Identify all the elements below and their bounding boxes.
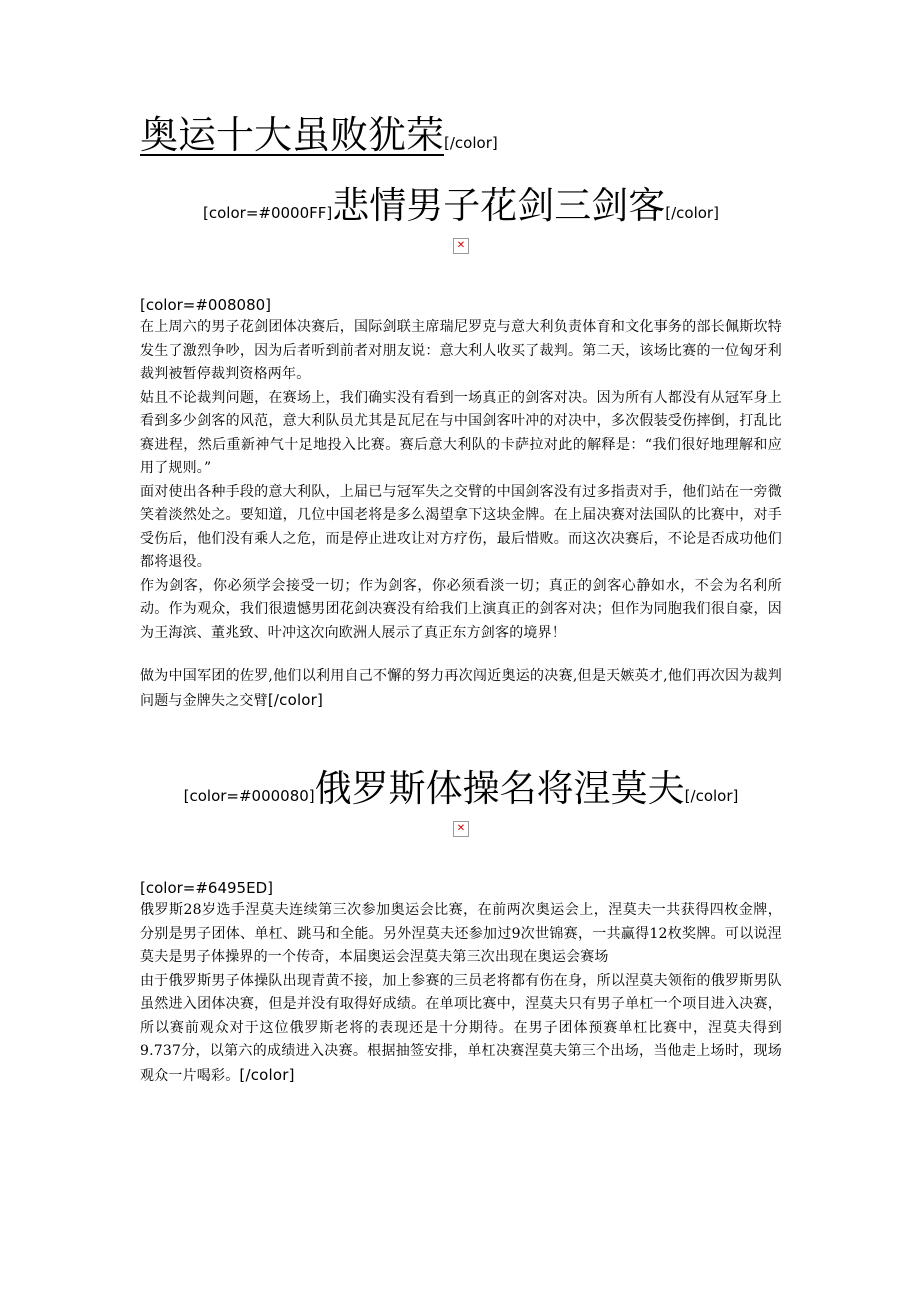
broken-image-icon [453,238,469,254]
section1-body-open-tag: [color=#008080] [140,296,272,314]
section1-paragraph: 姑且不论裁判问题，在赛场上，我们确实没有看到一场真正的剑客对决。因为所有人都没有从冠军身上看到多少剑客的风范，意大利队员尤其是瓦尼在与中国剑客叶冲的对决中，多次假装受伤摔倒，打乱比赛进程，然后重新神气十足地投入比赛。赛后意大利队的卡萨拉对此的解释是：“我们很好地理解和应用了规则。” [140,389,782,476]
section1-closing-text: 做为中国军团的佐罗,他们以利用自己不懈的努力再次闯近奥运的决赛,但是天嫉英才,他们再次因为裁判问题与金牌失之交臂 [140,668,782,709]
section1-heading [140,180,782,232]
section1-title: 悲情男子花剑三剑客 [332,184,666,227]
section1-closing-paragraph [140,665,782,713]
section2-closing-paragraph [140,970,782,1089]
document-title-close-tag: [/color] [444,134,498,152]
document-title: 奥运十大虽败犹荣 [140,113,445,157]
section1-open-tag: [color=#0000FF] [203,204,333,222]
section1-close-tag: [/color] [665,204,719,222]
section1-body-close-tag: [/color] [267,690,324,709]
section2-body-close-tag: [/color] [239,1065,295,1084]
document-title-line [140,108,782,162]
document [140,108,782,1088]
section1-paragraph: 面对使出各种手段的意大利队，上届已与冠军失之交臂的中国剑客没有过多指责对手，他们站在一旁微笑着淡然处之。要知道，几位中国老将是多么渴望拿下这块金牌。在上届决赛对法国队的比赛中，对手受伤后，他们没有乘人之危，而是停止进攻让对方疗伤，最后惜败。而这次决赛后，不论是否成功他们都将退役。 [140,483,782,570]
section2-open-tag: [color=#000080] [183,787,315,805]
section2-body-open-tag: [color=#6495ED] [140,879,273,897]
section2-title: 俄罗斯体操名将涅莫夫 [314,767,685,810]
section2-paragraph: 俄罗斯28岁选手涅莫夫连续第三次参加奥运会比赛，在前两次奥运会上，涅莫夫一共获得四枚金牌，分别是男子团体、单杠、跳马和全能。另外涅莫夫还参加过9次世锦赛，一共赢得12枚奖牌。可以说涅莫夫是男子体操界的一个传奇，本届奥运会涅莫夫第三次出现在奥运会赛场 [140,902,782,965]
broken-image-icon [453,821,469,837]
section1-paragraph: 作为剑客，你必须学会接受一切；作为剑客，你必须看淡一切；真正的剑客心静如水，不会为名利所动。作为观众，我们很遗憾男团花剑决赛没有给我们上演真正的剑客对决；但作为同胞我们很自豪，因为王海滨、董兆致、叶冲这次向欧洲人展示了真正东方剑客的境界！ [140,577,782,641]
section2-heading [140,763,782,815]
section2-close-tag: [/color] [684,787,739,805]
section1-paragraph: 在上周六的男子花剑团体决赛后，国际剑联主席瑞尼罗克与意大利负责体育和文化事务的部长佩斯坎特发生了激烈争吵，因为后者听到前者对朋友说：意大利人收买了裁判。第二天，该场比赛的一位匈牙利裁判被暂停裁判资格两年。 [140,319,782,382]
section2-closing-text: 由于俄罗斯男子体操队出现青黄不接，加上参赛的三员老将都有伤在身，所以涅莫夫领衔的俄罗斯男队虽然进入团体决赛，但是并没有取得好成绩。在单项比赛中，涅莫夫只有男子单杠一个项目进入决赛，所以赛前观众对于这位俄罗斯老将的表现还是十分期待。在男子团体预赛单杠比赛中，涅莫夫得到9.737分，以第六的成绩进入决赛。根据抽签安排，单杠决赛涅莫夫第三个出场，当他走上场时，现场观众一片喝彩。 [140,972,782,1084]
